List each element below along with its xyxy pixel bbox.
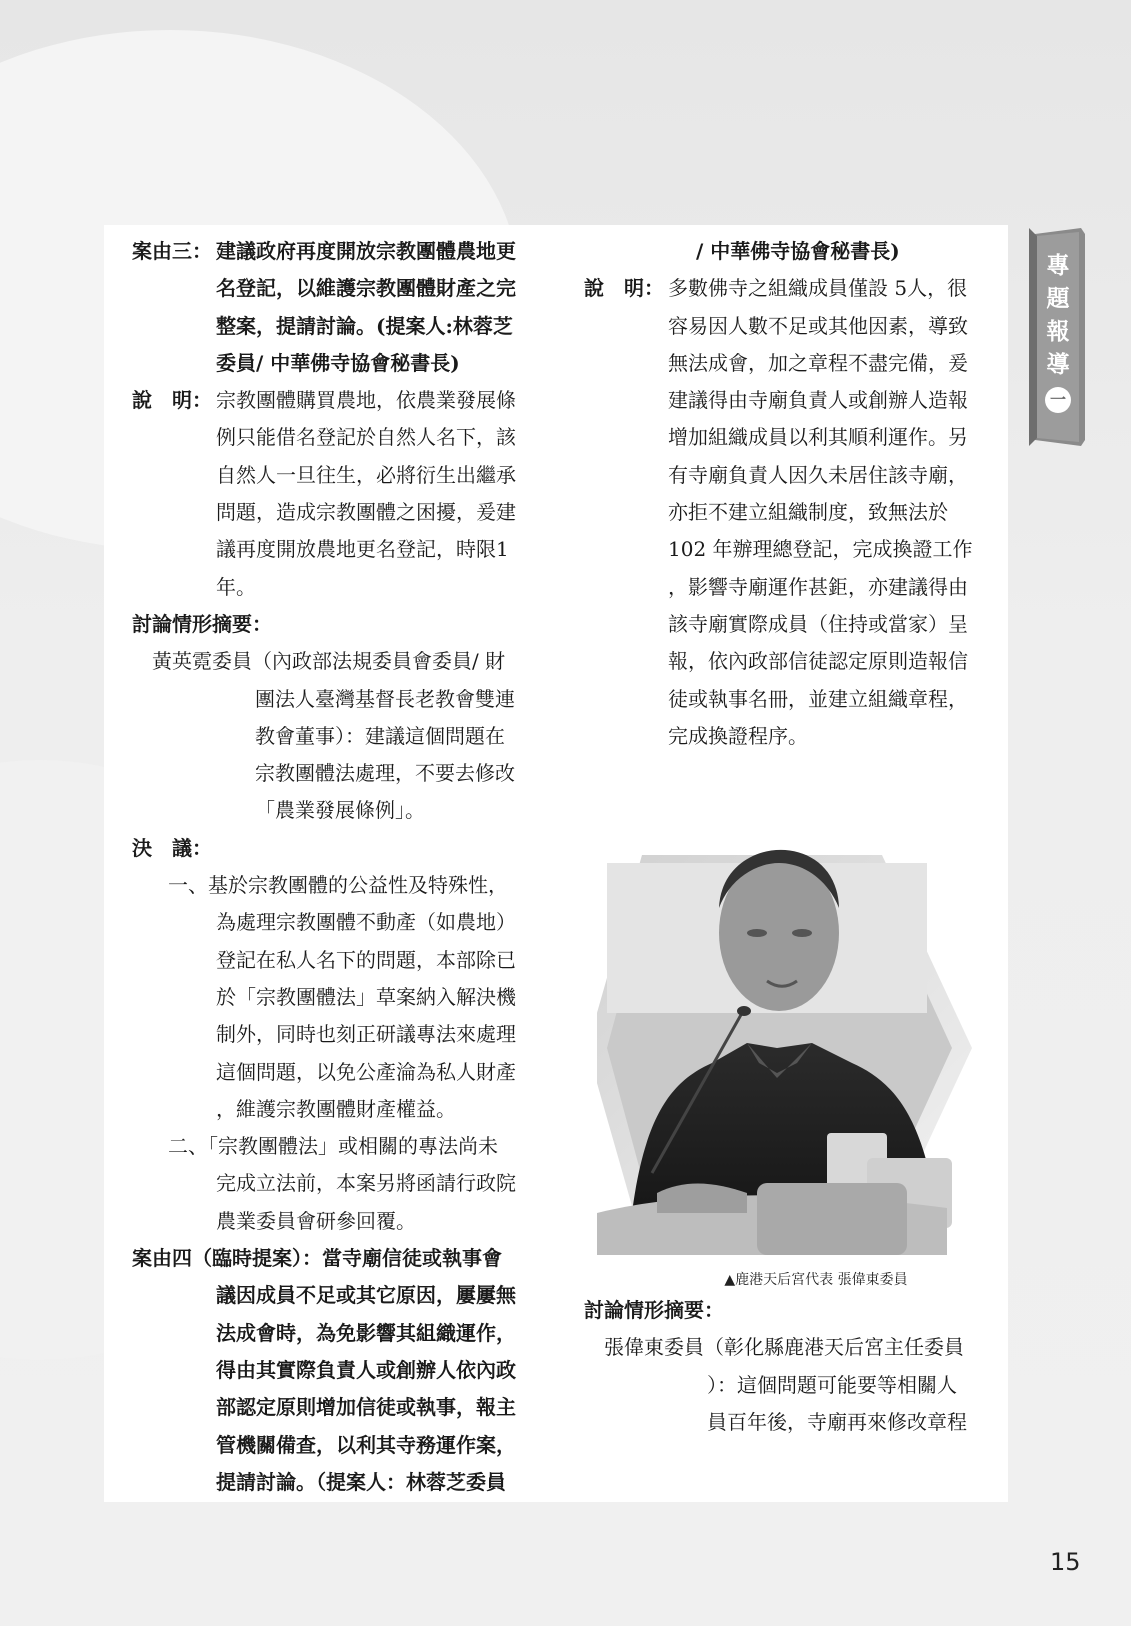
- text-line: 自然人一旦往生，必將衍生出繼承: [216, 462, 516, 487]
- text-line: 該寺廟實際成員（住持或當家）呈: [668, 611, 968, 636]
- right-discussion: [584, 1292, 1004, 1441]
- text-line: 「農業發展條例」。: [255, 798, 425, 823]
- tab-char: 導: [1046, 352, 1070, 378]
- text-line: 宗教團體法處理，不要去修改: [255, 761, 515, 786]
- text-line: 亦拒不建立組織制度，致無法於: [668, 500, 948, 525]
- text-line: 建議得由寺廟負責人或創辦人造報: [668, 388, 968, 413]
- discussion-speaker: 張偉東委員（彰化縣鹿港天后宮主任委員: [604, 1335, 964, 1360]
- resolution-item-1: 一、基於宗教團體的公益性及特殊性，: [168, 873, 508, 898]
- text-line: 提請討論。（提案人：林蓉芝委員: [216, 1469, 506, 1494]
- text-line: 於「宗教團體法」草案納入解決機: [216, 984, 516, 1009]
- tab-char: 題: [1046, 286, 1070, 312]
- text-line: 完成換證程序。: [668, 723, 808, 748]
- text-line: 為處理宗教團體不動產（如農地）: [216, 910, 516, 935]
- text-line: 增加組織成員以利其順利運作。另: [668, 425, 968, 450]
- text-line: 問題，造成宗教團體之困擾，爰建: [216, 500, 516, 525]
- text-line: 農業委員會研參回覆。: [216, 1208, 416, 1233]
- text-line: 年。: [216, 574, 256, 599]
- text-line: 議再度開放農地更名登記，時限1: [216, 537, 509, 562]
- discussion-heading: 討論情形摘要：: [132, 611, 272, 636]
- text-line: 容易因人數不足或其他因素，導致: [668, 313, 968, 338]
- tab-char: 專: [1046, 253, 1070, 279]
- text-line: 團法人臺灣基督長老教會雙連: [255, 686, 515, 711]
- text-line: 得由其實際負責人或創辦人依內政: [216, 1357, 516, 1382]
- text-line: 多數佛寺之組織成員僅設 5人，很: [668, 276, 968, 301]
- text-line: ，影響寺廟運作甚鉅，亦建議得由: [668, 574, 968, 599]
- section-tab-label: [1041, 250, 1075, 415]
- text-line: 整案，提請討論。(提案人:林蓉芝: [216, 313, 513, 338]
- text-line: 例只能借名登記於自然人名下，該: [216, 425, 516, 450]
- discussion-heading: 討論情形摘要：: [584, 1298, 724, 1322]
- text-line: 102 年辦理總登記，完成換證工作: [668, 537, 973, 562]
- content-panel: [104, 225, 1008, 1502]
- text-line: 部認定原則增加信徒或執事，報主: [216, 1395, 516, 1420]
- text-line: ，維護宗教團體財產權益。: [216, 1096, 456, 1121]
- photo-caption: ▲鹿港天后宮代表 張偉東委員: [724, 1272, 908, 1288]
- case4-heading: 案由四（臨時提案）：當寺廟信徒或執事會: [132, 1246, 502, 1271]
- resolution-heading: 決 議：: [132, 835, 212, 860]
- text-line: 報，依內政部信徒認定原則造報信: [668, 649, 968, 674]
- tab-number: 一: [1045, 387, 1071, 413]
- text-line: 法成會時，為免影響其組織運作，: [216, 1320, 516, 1345]
- explain-label: 說 明：: [132, 388, 212, 413]
- text-line: 名登記，以維護宗教團體財產之完: [216, 276, 516, 301]
- explain-right: [584, 270, 1004, 755]
- text-line: 徒或執事名冊，並建立組織章程，: [668, 686, 968, 711]
- case3: [132, 233, 567, 382]
- text-line: 管機關備查，以利其寺務運作案，: [216, 1432, 516, 1457]
- tab-char: 報: [1046, 319, 1070, 345]
- text-line: 議因成員不足或其它原因，屢屢無: [216, 1283, 516, 1308]
- text-line: 宗教團體購買農地，依農業發展條: [216, 388, 516, 413]
- text-line: ）：這個問題可能要等相關人: [707, 1372, 957, 1397]
- page-number: 15: [1050, 1548, 1081, 1576]
- case3-label: 案由三：: [132, 239, 212, 263]
- text-line: 委員/ 中華佛寺協會秘書長): [216, 350, 460, 375]
- photo-image: [597, 793, 1007, 1255]
- text-line: 制外，同時也刻正研議專法來處理: [216, 1022, 516, 1047]
- text-line: 登記在私人名下的問題，本部除已: [216, 947, 516, 972]
- text-line: 有寺廟負責人因久未居住該寺廟，: [668, 462, 968, 487]
- explain-left: [132, 382, 567, 606]
- explain-label: 說 明：: [584, 276, 664, 301]
- case4-continuation: / 中華佛寺協會秘書長): [696, 239, 900, 263]
- discussion-speaker: 黃英霓委員（內政部法規委員會委員/ 財: [152, 649, 506, 674]
- resolution-item-2: 二、「宗教團體法」或相關的專法尚未: [168, 1134, 498, 1159]
- right-column: [584, 233, 1004, 755]
- text-line: 這個問題，以免公產淪為私人財產: [216, 1059, 516, 1084]
- text-line: 建議政府再度開放宗教團體農地更: [216, 239, 516, 263]
- text-line: 完成立法前，本案另將函請行政院: [216, 1171, 516, 1196]
- text-line: 無法成會，加之章程不盡完備，爰: [668, 350, 968, 375]
- left-column: [132, 233, 567, 1501]
- text-line: 員百年後，寺廟再來修改章程: [707, 1409, 967, 1434]
- speaker-photo: [597, 793, 1007, 1255]
- text-line: 教會董事）：建議這個問題在: [255, 723, 505, 748]
